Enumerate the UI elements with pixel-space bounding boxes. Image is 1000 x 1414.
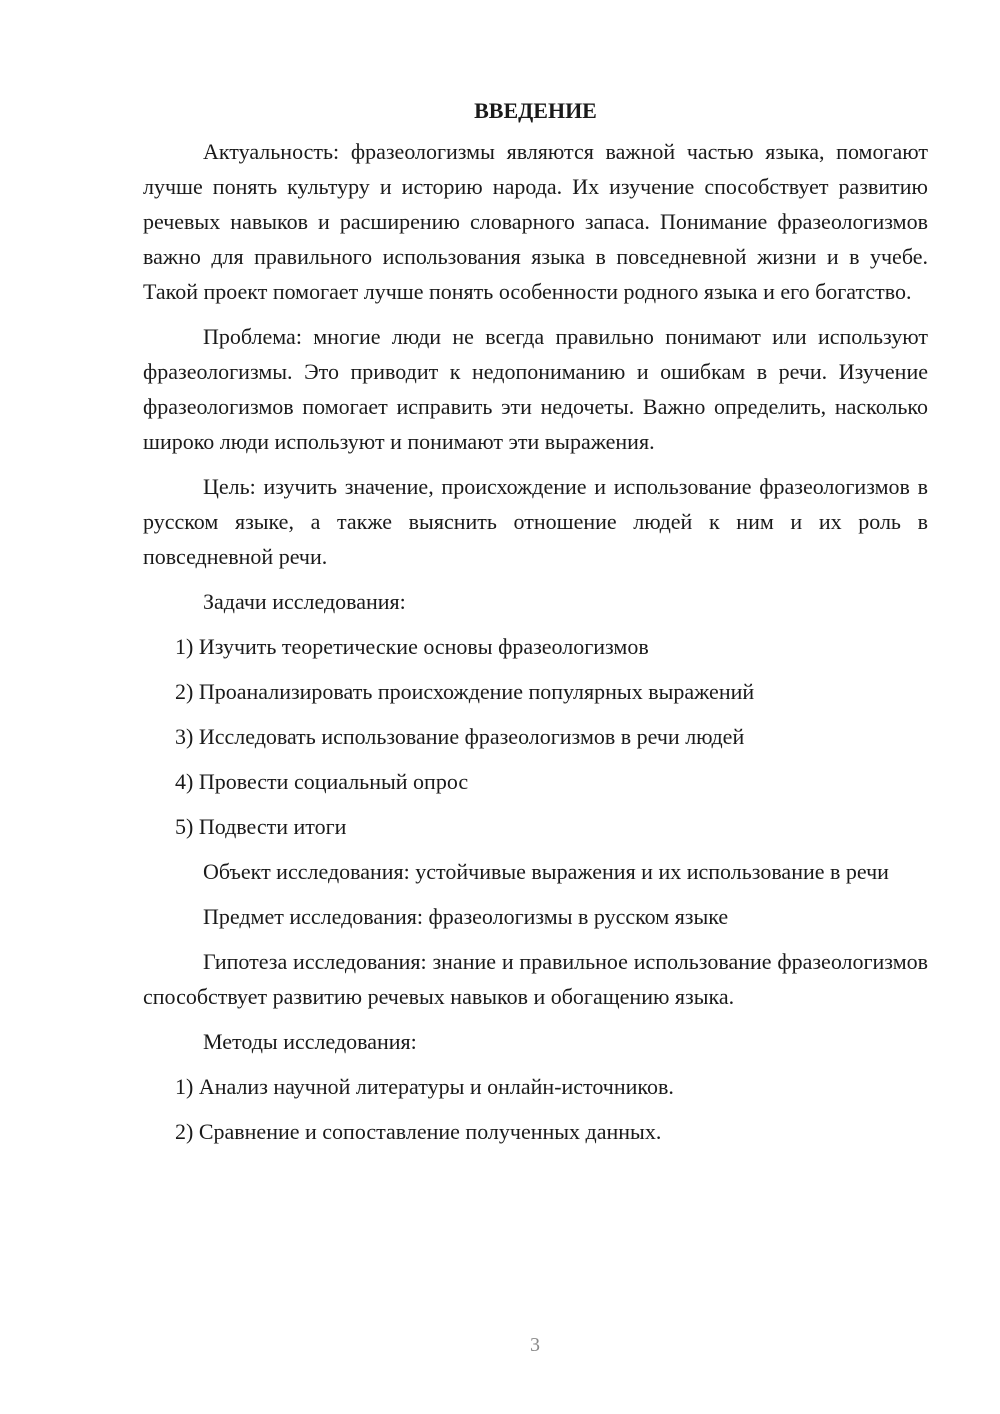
task-item: 2) Проанализировать происхождение популярных выражений (175, 679, 755, 704)
goal-paragraph: Цель: изучить значение, происхождение и использование фразеологизмов в русском языке, а также выяснить отношение людей к ним и их роль в повседневной речи. (143, 474, 928, 569)
methods-heading: Методы исследования: (203, 1029, 417, 1054)
page-number: 3 (530, 1334, 540, 1356)
subject-paragraph: Предмет исследования: фразеологизмы в русском языке (203, 904, 729, 929)
hypothesis-paragraph: Гипотеза исследования: знание и правильное использование фразеологизмов способствует развитию речевых навыков и обогащению языка. (143, 949, 928, 1009)
task-item: 1) Изучить теоретические основы фразеологизмов (175, 634, 649, 659)
task-item: 5) Подвести итоги (175, 814, 347, 839)
method-item: 1) Анализ научной литературы и онлайн-источников. (175, 1074, 674, 1099)
object-paragraph: Объект исследования: устойчивые выражения и их использование в речи (203, 859, 889, 884)
method-item: 2) Сравнение и сопоставление полученных данных. (175, 1119, 662, 1144)
task-item: 4) Провести социальный опрос (175, 769, 469, 794)
document-body (143, 93, 928, 1159)
task-item: 3) Исследовать использование фразеологизмов в речи людей (175, 724, 745, 749)
relevance-paragraph: Актуальность: фразеологизмы являются важной частью языка, помогают лучше понять культуру и историю народа. Их изучение способствует развитию речевых навыков и расширению словарного запаса. Понимание фразеологизмов важно для правильного использования языка в повседневной жизни и в учебе. Такой проект помогает лучше понять особенности родного языка и его богатство. (143, 139, 928, 304)
tasks-heading: Задачи исследования: (203, 589, 406, 614)
section-title: ВВЕДЕНИЕ (474, 98, 597, 123)
problem-paragraph: Проблема: многие люди не всегда правильно понимают или используют фразеологизмы. Это приводит к недопониманию и ошибкам в речи. Изучение фразеологизмов помогает исправить эти недочеты. Важно определить, насколько широко люди используют и понимают эти выражения. (143, 324, 928, 454)
